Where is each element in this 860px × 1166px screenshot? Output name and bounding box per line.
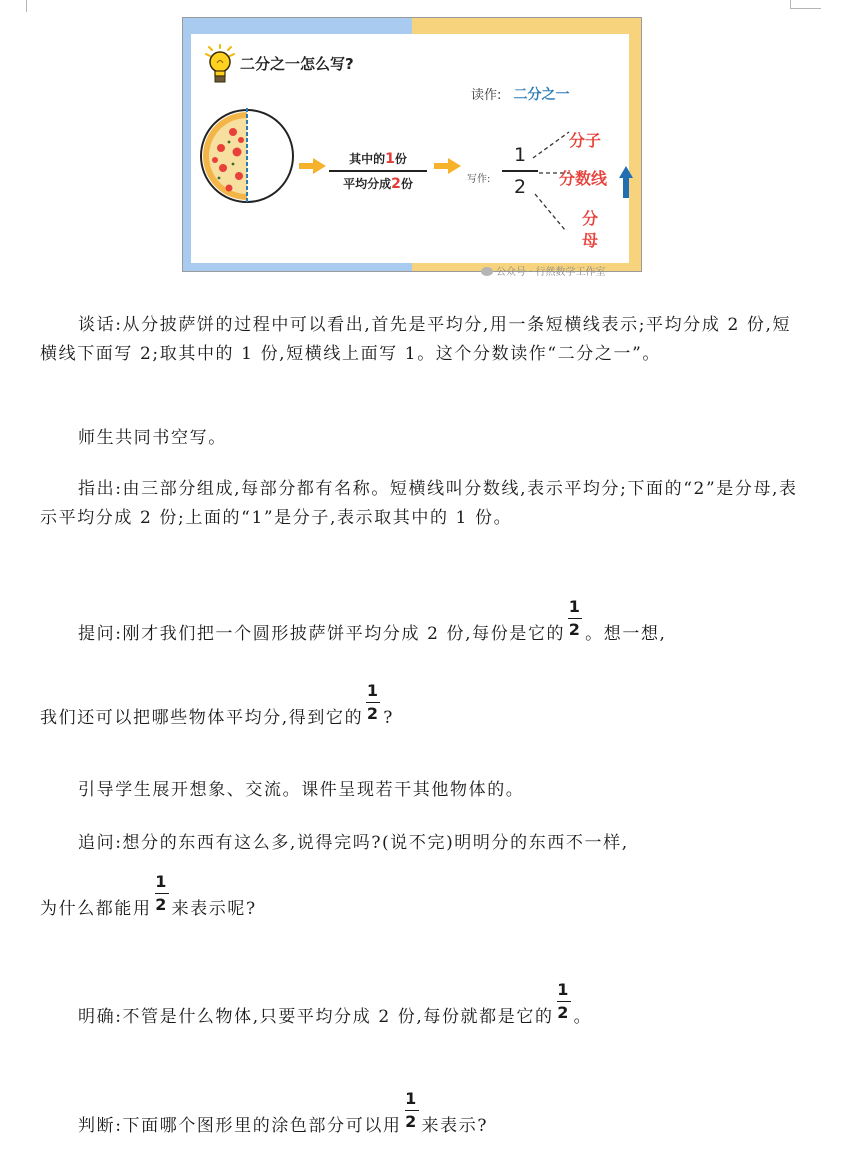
paragraph-follow-up: 追问:想分的东西有这么多,说得完吗?(说不完)明明分的东西不一样,: [78, 833, 629, 853]
lightbulb-icon: [203, 44, 237, 86]
inline-fraction-half: $\frac{1}{2}$: [568, 597, 582, 639]
slide-title: 二分之一怎么写?: [240, 55, 354, 73]
paragraph-question-cont: 我们还可以把哪些物体平均分,得到它的 $\frac{1}{2}$ ?: [40, 681, 394, 728]
paragraph-point-out: 指出:由三部分组成,每部分都有名称。短横线叫分数线,表示平均分;下面的“2”是分母,表示平均分成 2 份;上面的“1”是分子,表示取其中的 1 份。: [40, 479, 798, 528]
paragraph-guide: 引导学生展开想象、交流。课件呈现若干其他物体的。: [78, 780, 525, 800]
right-arrow-icon: [434, 158, 462, 174]
read-as-label: 读作:: [471, 88, 502, 103]
read-as-row: [471, 84, 570, 104]
inline-fraction-half: $\frac{1}{2}$: [366, 681, 380, 723]
watermark: 公众号 · 行然数学工作室: [481, 263, 606, 278]
inline-fraction-half: $\frac{1}{2}$: [405, 1089, 418, 1131]
slide-content: [191, 34, 629, 278]
half-pizza-illustration: [199, 104, 295, 208]
up-arrow-icon: [619, 166, 633, 198]
inline-fraction-half: $\frac{1}{2}$: [155, 872, 168, 914]
read-as-value: 二分之一: [513, 87, 570, 103]
label-denominator: 分 母: [581, 209, 598, 250]
inline-fraction-half: $\frac{1}{2}$: [557, 980, 570, 1022]
paragraph-talk: 谈话:从分披萨饼的过程中可以看出,首先是平均分,用一条短横线表示;平均分成 2 份,短横线下面写 2;取其中的 1 份,短横线上面写 1。这个分数读作“二分之一”。: [40, 315, 792, 364]
label-fraction-line: 分数线: [559, 169, 608, 188]
paragraph-air-writing: 师生共同书空写。: [78, 428, 227, 448]
desc-top-line: 其中的1份: [349, 151, 407, 167]
paragraph-clarify: 明确:不管是什么物体,只要平均分成 2 份,每份就都是它的 $\frac{1}{2}$ 。: [78, 980, 593, 1027]
fraction-description: [329, 150, 427, 192]
right-arrow-icon: [299, 158, 327, 174]
lesson-slide-figure: [182, 17, 642, 278]
page-corner-mark-right: [790, 0, 821, 9]
paragraph-judge: 判断:下面哪个图形里的涂色部分可以用 $\frac{1}{2}$ 来表示?: [78, 1089, 489, 1136]
page-corner-mark-left: [14, 0, 27, 12]
write-as-label: 写作:: [467, 174, 491, 185]
wechat-icon: [481, 267, 493, 276]
paragraph-follow-up-cont: 为什么都能用 $\frac{1}{2}$ 来表示呢?: [40, 872, 257, 919]
desc-bottom-line: 平均分成2份: [343, 176, 413, 192]
desc-fraction-bar: [329, 170, 427, 172]
paragraph-question: 提问:刚才我们把一个圆形披萨饼平均分成 2 份,每份是它的 $\frac{1}{2}$ 。想一想,: [78, 597, 667, 644]
fraction-denominator: 2: [513, 176, 527, 198]
fraction-numerator: 1: [513, 144, 527, 166]
label-numerator: 分子: [569, 131, 602, 150]
